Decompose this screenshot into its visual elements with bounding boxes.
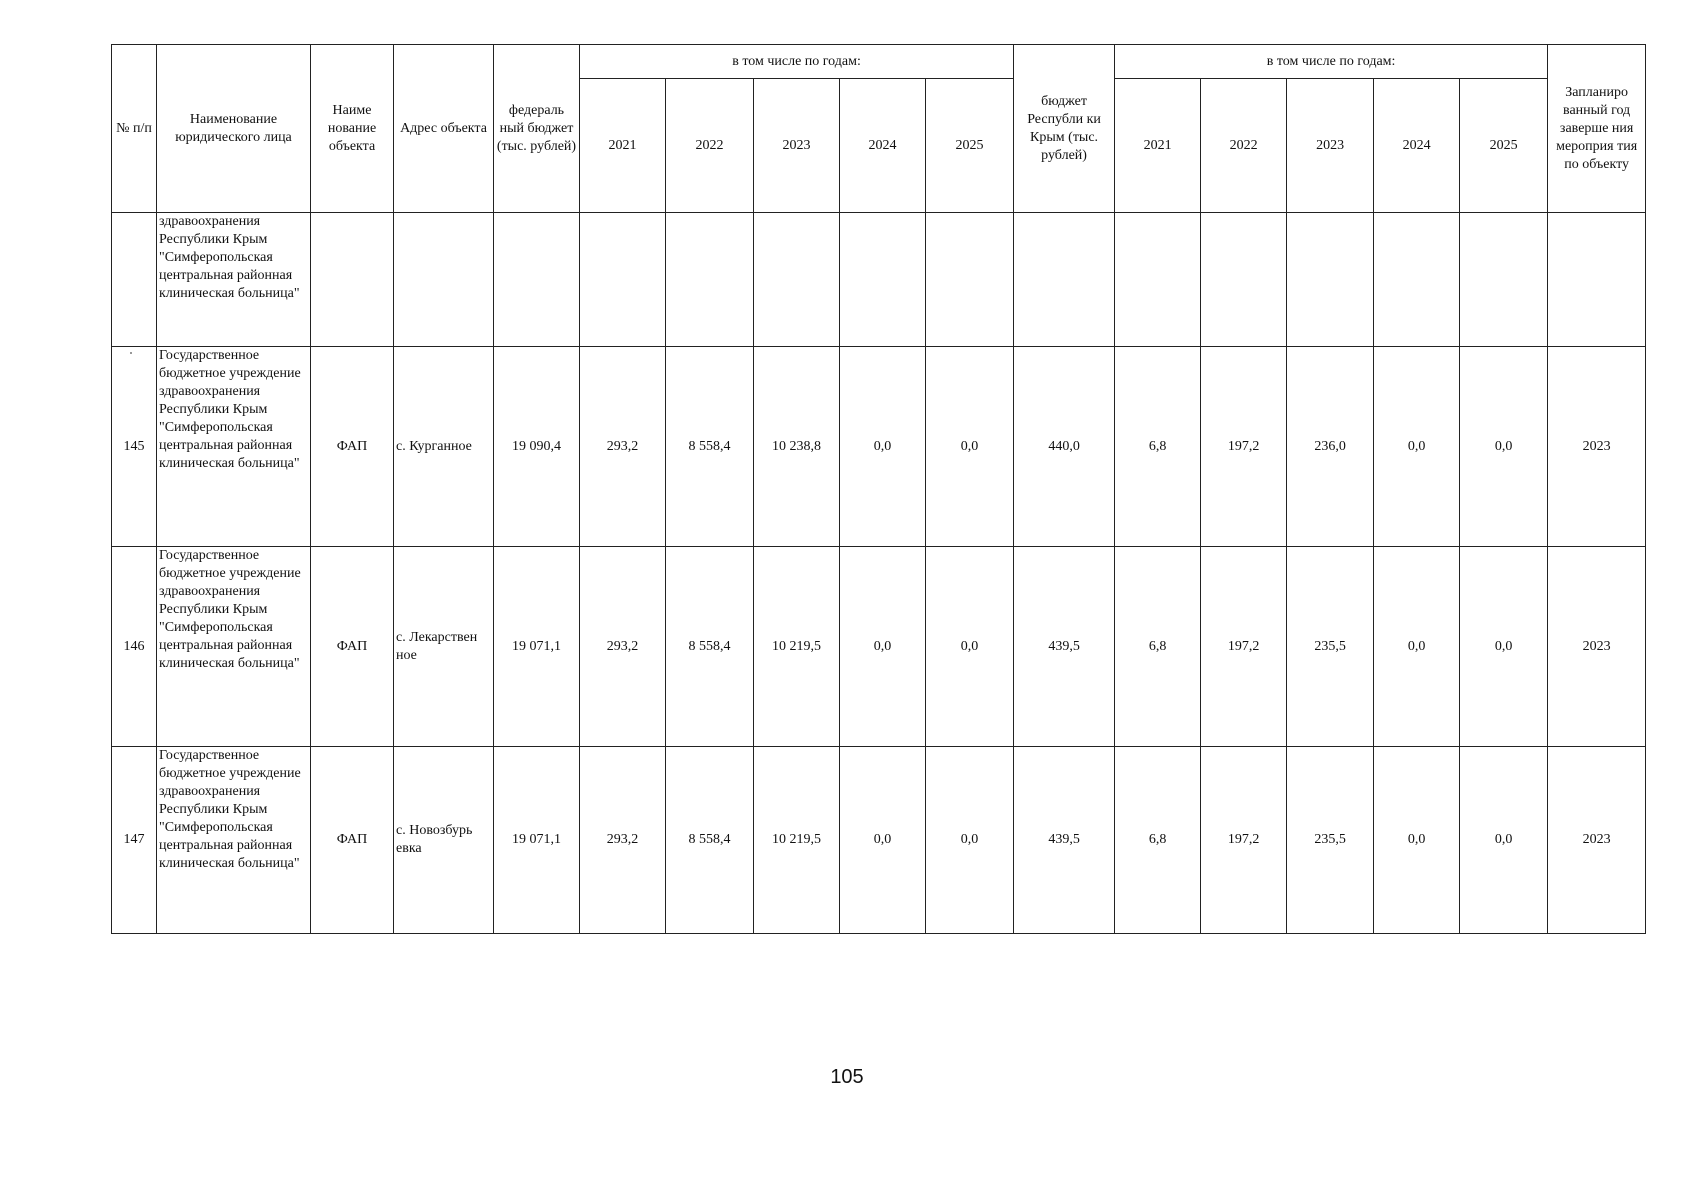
cell-federal: 19 071,1 xyxy=(494,547,580,747)
cell-reg-2024: 0,0 xyxy=(1374,347,1460,547)
cell-fed-2025: 0,0 xyxy=(926,347,1014,547)
cell-num: 146 xyxy=(112,547,157,747)
cell-address: с. Новозбурь евка xyxy=(394,747,494,934)
cell-num: 145 xyxy=(112,347,157,547)
header-fed-year-2024: 2024 xyxy=(840,79,926,213)
header-regional-by-years: в том числе по годам: xyxy=(1115,45,1548,79)
header-fed-year-2022: 2022 xyxy=(666,79,754,213)
cell-federal: 19 090,4 xyxy=(494,347,580,547)
cell-fed-2023: 10 219,5 xyxy=(754,547,840,747)
cell-reg-2024: 0,0 xyxy=(1374,547,1460,747)
cell-reg-2022: 197,2 xyxy=(1201,347,1287,547)
cell-reg-2021: 6,8 xyxy=(1115,747,1201,934)
cell-num: 147 xyxy=(112,747,157,934)
cell-fed-2023: 10 219,5 xyxy=(754,747,840,934)
cell-regional: 439,5 xyxy=(1014,747,1115,934)
cell-reg-2022: 197,2 xyxy=(1201,547,1287,747)
financing-table xyxy=(111,44,1646,934)
cell-regional: 440,0 xyxy=(1014,347,1115,547)
cell-fed-2023: 10 238,8 xyxy=(754,347,840,547)
header-reg-year-2024: 2024 xyxy=(1374,79,1460,213)
cell-reg-2025: 0,0 xyxy=(1460,547,1548,747)
cell-num xyxy=(112,213,157,347)
cell-object: ФАП xyxy=(311,547,394,747)
header-reg-year-2025: 2025 xyxy=(1460,79,1548,213)
header-reg-year-2021: 2021 xyxy=(1115,79,1201,213)
cell-entity: здравоохранения Республики Крым "Симферопольская центральная районная клиническая больница" xyxy=(157,213,311,347)
cell-fed-2022: 8 558,4 xyxy=(666,747,754,934)
cell-planned-year: 2023 xyxy=(1548,347,1646,547)
cell-reg-2025: 0,0 xyxy=(1460,347,1548,547)
cell-reg-2022: 197,2 xyxy=(1201,747,1287,934)
table-row xyxy=(112,547,1646,747)
table-row xyxy=(112,347,1646,547)
cell-address: с. Курганное xyxy=(394,347,494,547)
cell-object: ФАП xyxy=(311,747,394,934)
header-num: № п/п xyxy=(112,45,157,213)
header-fed-year-2025: 2025 xyxy=(926,79,1014,213)
header-reg-year-2023: 2023 xyxy=(1287,79,1374,213)
cell-reg-2023: 236,0 xyxy=(1287,347,1374,547)
cell-fed-2025: 0,0 xyxy=(926,547,1014,747)
header-object: Наиме нование объекта xyxy=(311,45,394,213)
cell-federal: 19 071,1 xyxy=(494,747,580,934)
cell-fed-2024: 0,0 xyxy=(840,547,926,747)
cell-entity: Государственное бюджетное учреждение здравоохранения Республики Крым "Симферопольская центральная районная клиническая больница" xyxy=(157,747,311,934)
cell-fed-2024: 0,0 xyxy=(840,747,926,934)
header-entity: Наименование юридического лица xyxy=(157,45,311,213)
cell-fed-2022: 8 558,4 xyxy=(666,547,754,747)
cell-planned-year: 2023 xyxy=(1548,747,1646,934)
cell-reg-2021: 6,8 xyxy=(1115,547,1201,747)
cell-reg-2024: 0,0 xyxy=(1374,747,1460,934)
cell-fed-2021: 293,2 xyxy=(580,547,666,747)
cell-fed-2022: 8 558,4 xyxy=(666,347,754,547)
header-address: Адрес объекта xyxy=(394,45,494,213)
cell-fed-2021: 293,2 xyxy=(580,747,666,934)
cell-object: ФАП xyxy=(311,347,394,547)
cell-reg-2025: 0,0 xyxy=(1460,747,1548,934)
header-fed-year-2023: 2023 xyxy=(754,79,840,213)
header-reg-year-2022: 2022 xyxy=(1201,79,1287,213)
cell-planned-year: 2023 xyxy=(1548,547,1646,747)
cell-reg-2023: 235,5 xyxy=(1287,547,1374,747)
header-regional: бюджет Республи ки Крым (тыс. рублей) xyxy=(1014,45,1115,213)
header-planned-year: Запланиро ванный год заверше ния мероприя тия по объекту xyxy=(1548,45,1646,213)
cell-fed-2021: 293,2 xyxy=(580,347,666,547)
cell-fed-2024: 0,0 xyxy=(840,347,926,547)
header-federal-by-years: в том числе по годам: xyxy=(580,45,1014,79)
table-row-continued xyxy=(112,213,1646,347)
header-fed-year-2021: 2021 xyxy=(580,79,666,213)
cell-reg-2021: 6,8 xyxy=(1115,347,1201,547)
cell-fed-2025: 0,0 xyxy=(926,747,1014,934)
cell-entity: Государственное бюджетное учреждение здравоохранения Республики Крым "Симферопольская центральная районная клиническая больница" xyxy=(157,347,311,547)
cell-entity: Государственное бюджетное учреждение здравоохранения Республики Крым "Симферопольская центральная районная клиническая больница" xyxy=(157,547,311,747)
cell-address: с. Лекарствен ное xyxy=(394,547,494,747)
page-number: 105 xyxy=(830,1066,864,1088)
table-row xyxy=(112,747,1646,934)
scan-speck xyxy=(130,352,132,354)
header-federal: федераль ный бюджет (тыс. рублей) xyxy=(494,45,580,213)
cell-regional: 439,5 xyxy=(1014,547,1115,747)
cell-reg-2023: 235,5 xyxy=(1287,747,1374,934)
